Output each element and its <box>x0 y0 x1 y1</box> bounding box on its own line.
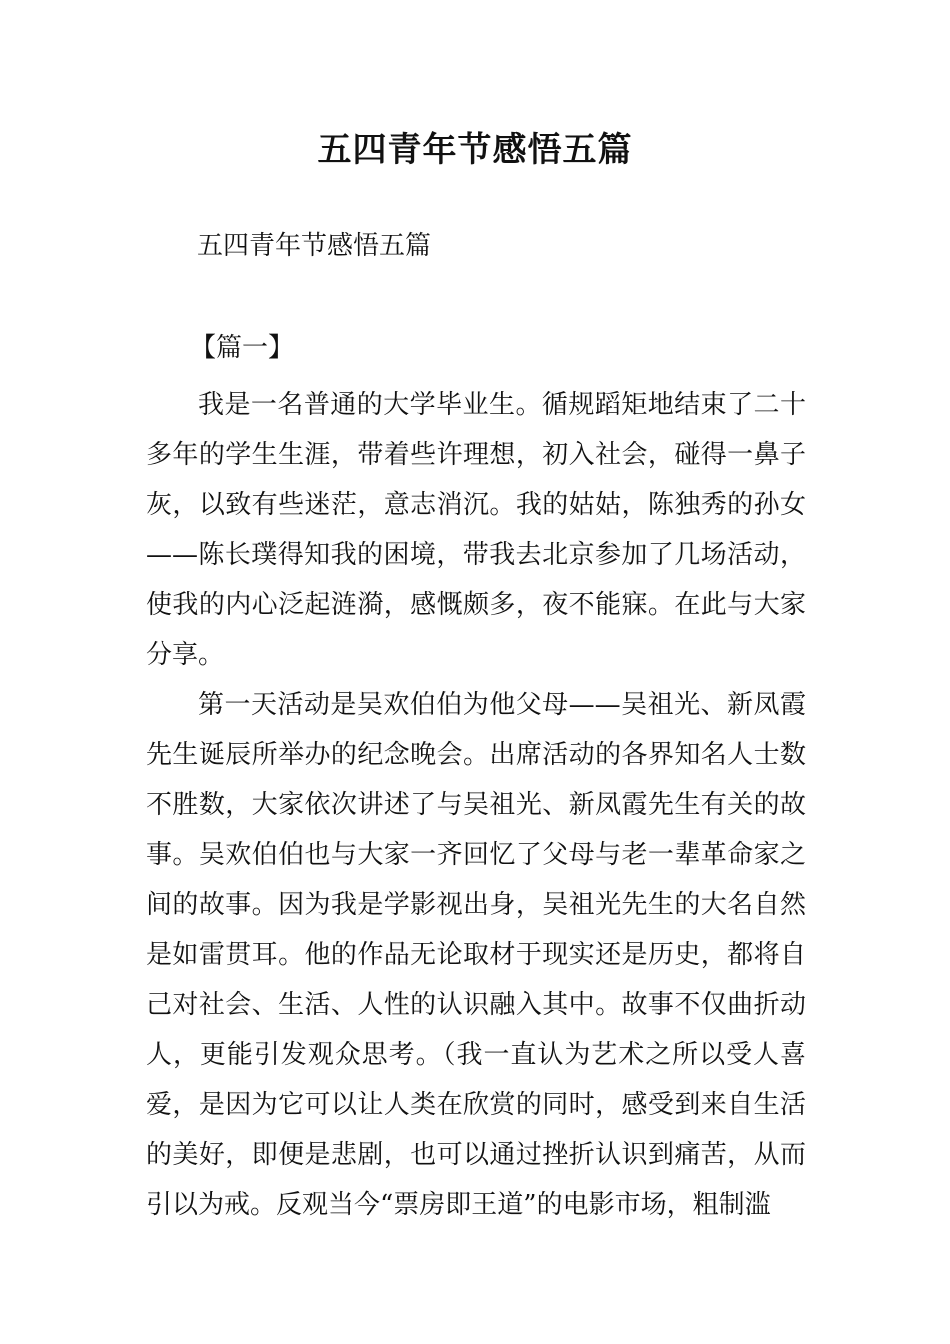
document-subtitle: 五四青年节感悟五篇 <box>197 231 432 261</box>
paragraph: 我是一名普通的大学毕业生。循规蹈矩地结束了二十多年的学生生涯，带着些许理想，初入社会，碰得一鼻子灰，以致有些迷茫，意志消沉。我的姑姑，陈独秀的孙女——陈长璞得知我的困境，带我去北京参加了几场活动，使我的内心泛起涟漪，感慨颇多，夜不能寐。在此与大家分享。 <box>146 390 806 670</box>
body-text <box>146 380 806 1230</box>
document-title: 五四青年节感悟五篇 <box>317 130 633 170</box>
paragraph: 第一天活动是吴欢伯伯为他父母——吴祖光、新凤霞先生诞辰所举办的纪念晚会。出席活动的各界知名人士数不胜数，大家依次讲述了与吴祖光、新凤霞先生有关的故事。吴欢伯伯也与大家一齐回忆了父母与老一辈革命家之间的故事。因为我是学影视出身，吴祖光先生的大名自然是如雷贯耳。他的作品无论取材于现实还是历史，都将自己对社会、生活、人性的认识融入其中。故事不仅曲折动人，更能引发观众思考。（我一直认为艺术之所以受人喜爱，是因为它可以让人类在欣赏的同时，感受到来自生活的美好，即便是悲剧，也可以通过挫折认识到痛苦，从而引以为戒。反观当今“票房即王道”的电影市场，粗制滥 <box>146 690 806 1220</box>
section-heading: 【篇一】 <box>190 333 295 363</box>
